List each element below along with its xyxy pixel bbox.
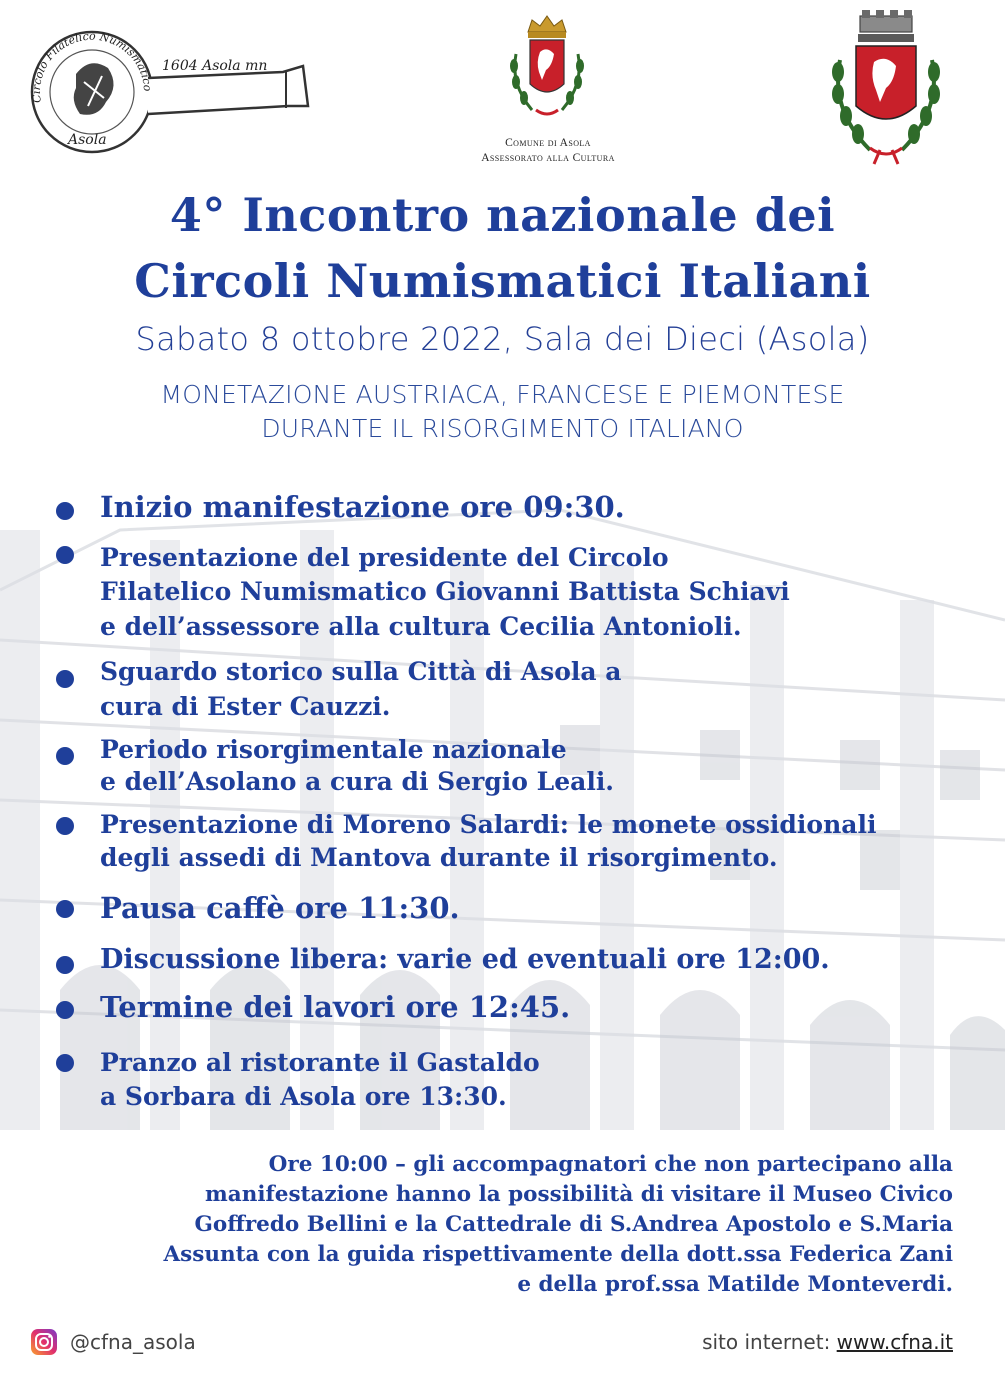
note-line: Goffredo Bellini e la Cattedrale di S.Andrea Apostolo e S.Maria bbox=[194, 1212, 953, 1237]
program-item-line: Termine dei lavori ore 12:45. bbox=[100, 990, 571, 1024]
program-item-line: Presentazione del presidente del Circolo bbox=[100, 543, 669, 572]
city-coat-of-arms-icon bbox=[826, 10, 946, 165]
program-item-line: Pranzo al ristorante il Gastaldo bbox=[100, 1048, 540, 1077]
event-date-venue: Sabato 8 ottobre 2022, Sala dei Dieci (Asola) bbox=[135, 320, 870, 358]
program-item-line: Presentazione di Moreno Salardi: le monete ossidionali bbox=[100, 810, 877, 839]
bullet-icon bbox=[56, 1001, 74, 1019]
bullet-icon bbox=[56, 502, 74, 520]
note-line: manifestazione hanno la possibilità di visitare il Museo Civico bbox=[205, 1182, 953, 1207]
bullet-icon bbox=[56, 546, 74, 564]
bullet-icon bbox=[56, 900, 74, 918]
note-line: Ore 10:00 – gli accompagnatori che non partecipano alla bbox=[268, 1152, 953, 1177]
program-item-line: Sguardo storico sulla Città di Asola a bbox=[100, 657, 622, 686]
program-item-line: cura di Ester Cauzzi. bbox=[100, 692, 391, 721]
program-item-line: Periodo risorgimentale nazionale bbox=[100, 735, 567, 764]
theme-line-2: DURANTE IL RISORGIMENTO ITALIANO bbox=[261, 414, 744, 443]
website-footer bbox=[702, 1330, 953, 1354]
instagram-handle[interactable]: @cfna_asola bbox=[70, 1330, 196, 1354]
bullet-icon bbox=[56, 670, 74, 688]
comune-header bbox=[430, 136, 666, 166]
program-item-line: a Sorbara di Asola ore 13:30. bbox=[100, 1082, 507, 1111]
bullet-icon bbox=[56, 817, 74, 835]
title-line-1: 4° Incontro nazionale dei bbox=[169, 188, 836, 242]
program-item-line: degli assedi di Mantova durante il risorgimento. bbox=[100, 843, 778, 872]
note-line: e della prof.ssa Matilde Monteverdi. bbox=[517, 1272, 953, 1297]
logo-city-text: Asola bbox=[68, 132, 107, 148]
program-item-line: Filatelico Numismatico Giovanni Battista Schiavi bbox=[100, 577, 790, 606]
logo-ring-text: Circolo Filatelico Numismatico bbox=[29, 29, 155, 104]
logo-key-text: 1604 Asola mn bbox=[162, 58, 268, 74]
program-item-line: e dell’assessore alla cultura Cecilia Antonioli. bbox=[100, 612, 742, 641]
program-item-line: e dell’Asolano a cura di Sergio Leali. bbox=[100, 767, 615, 796]
title-line-2: Circoli Numismatici Italiani bbox=[134, 254, 871, 308]
comune-coat-of-arms-icon bbox=[502, 14, 592, 134]
comune-name: Comune di Asola bbox=[505, 137, 591, 149]
note-line: Assunta con la guida rispettivamente della dott.ssa Federica Zani bbox=[163, 1242, 953, 1267]
bullet-icon bbox=[56, 956, 74, 974]
website-link[interactable]: www.cfna.it bbox=[836, 1330, 953, 1354]
program-item-line: Pausa caffè ore 11:30. bbox=[100, 891, 460, 925]
bullet-icon bbox=[56, 1054, 74, 1072]
assessorato-name: Assessorato alla Cultura bbox=[481, 152, 615, 164]
instagram-icon[interactable] bbox=[30, 1328, 58, 1356]
theme-line-1: MONETAZIONE AUSTRIACA, FRANCESE E PIEMONTESE bbox=[160, 380, 845, 409]
circolo-logo bbox=[28, 26, 313, 161]
program-item-line: Discussione libera: varie ed eventuali ore 12:00. bbox=[100, 944, 830, 975]
companions-note bbox=[33, 1150, 953, 1300]
program-item-line: Inizio manifestazione ore 09:30. bbox=[100, 490, 625, 524]
bullet-icon bbox=[56, 747, 74, 765]
website-label: sito internet: bbox=[702, 1330, 837, 1354]
